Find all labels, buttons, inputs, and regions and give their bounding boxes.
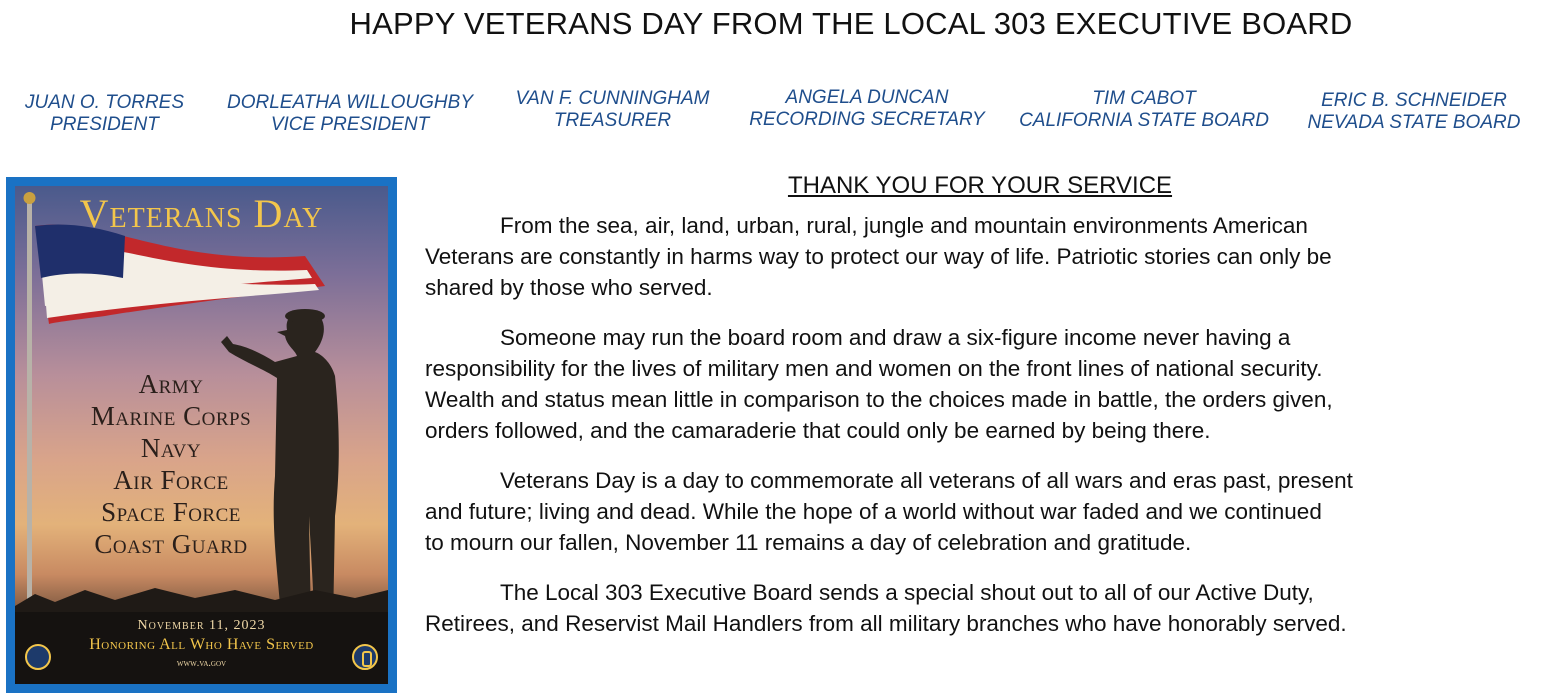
committee-seal-icon	[352, 644, 378, 670]
paragraph-line: responsibility for the lives of military men and women on the front lines of national security.	[425, 356, 1323, 381]
member-name: DORLEATHA WILLOUGHBY	[227, 92, 473, 113]
member-title: CALIFORNIA STATE BOARD	[1019, 110, 1269, 131]
paragraph-line: Veterans are constantly in harms way to protect our way of life. Patriotic stories can only be	[425, 244, 1332, 269]
paragraph	[425, 577, 1540, 639]
board-member-nevada-state-board	[1305, 90, 1523, 134]
board-member-recording-secretary	[748, 87, 986, 131]
paragraph-line: The Local 303 Executive Board sends a special shout out to all of our Active Duty,	[500, 580, 1314, 605]
paragraph-line: to mourn our fallen, November 11 remains a day of celebration and gratitude.	[425, 530, 1192, 555]
branch-item: Space Force	[101, 497, 241, 527]
poster-title: Veterans Day	[79, 191, 324, 236]
member-title: RECORDING SECRETARY	[749, 109, 985, 130]
board-member-vice-president	[225, 92, 475, 136]
branch-item: Coast Guard	[94, 529, 248, 559]
paragraph-line: From the sea, air, land, urban, rural, jungle and mountain environments American	[500, 213, 1308, 238]
branch-item: Army	[138, 369, 204, 399]
paragraph-line: Veterans Day is a day to commemorate all veterans of all wars and eras past, present	[500, 468, 1353, 493]
paragraph-line: Retirees, and Reservist Mail Handlers from all military branches who have honorably served.	[425, 611, 1347, 636]
thank-you-heading: THANK YOU FOR YOUR SERVICE	[787, 172, 1173, 199]
branch-list	[51, 368, 291, 560]
poster-tagline: Honoring All Who Have Served	[89, 636, 314, 653]
branch-item: Air Force	[113, 465, 229, 495]
paragraph	[425, 210, 1540, 303]
poster-footer	[15, 612, 388, 684]
board-member-president	[12, 92, 197, 136]
branch-item: Navy	[140, 433, 202, 463]
paragraph-line: and future; living and dead. While the hope of a world without war faded and we continued	[425, 499, 1322, 524]
member-title: TREASURER	[553, 110, 672, 131]
branch-item: Marine Corps	[90, 401, 252, 431]
flag-pole	[27, 200, 32, 620]
paragraph-line: Wealth and status mean little in comparison to the choices made in battle, the orders given,	[425, 387, 1333, 412]
member-name: ANGELA DUNCAN	[785, 87, 949, 108]
member-title: NEVADA STATE BOARD	[1307, 112, 1521, 133]
page-headline: HAPPY VETERANS DAY FROM THE LOCAL 303 EXECUTIVE BOARD	[349, 6, 1353, 41]
paragraph-line: Someone may run the board room and draw a six-figure income never having a	[500, 325, 1291, 350]
message-body	[425, 172, 1540, 639]
member-name: VAN F. CUNNINGHAM	[515, 88, 710, 109]
member-name: TIM CABOT	[1092, 88, 1196, 109]
member-name: ERIC B. SCHNEIDER	[1321, 90, 1507, 111]
veterans-day-poster	[6, 177, 397, 693]
va-seal-icon	[25, 644, 51, 670]
board-member-california-state-board	[1018, 88, 1270, 132]
member-title: VICE PRESIDENT	[270, 114, 430, 135]
poster-artwork	[15, 186, 388, 684]
poster-website: www.va.gov	[176, 658, 227, 669]
poster-date: November 11, 2023	[137, 618, 266, 633]
executive-board	[0, 88, 1547, 148]
paragraph	[425, 322, 1540, 446]
paragraph-line: orders followed, and the camaraderie that could only be earned by being there.	[425, 418, 1211, 443]
paragraph	[425, 465, 1540, 558]
member-name: JUAN O. TORRES	[24, 92, 185, 113]
paragraph-line: shared by those who served.	[425, 275, 713, 300]
board-member-treasurer	[510, 88, 715, 132]
member-title: PRESIDENT	[50, 114, 159, 135]
